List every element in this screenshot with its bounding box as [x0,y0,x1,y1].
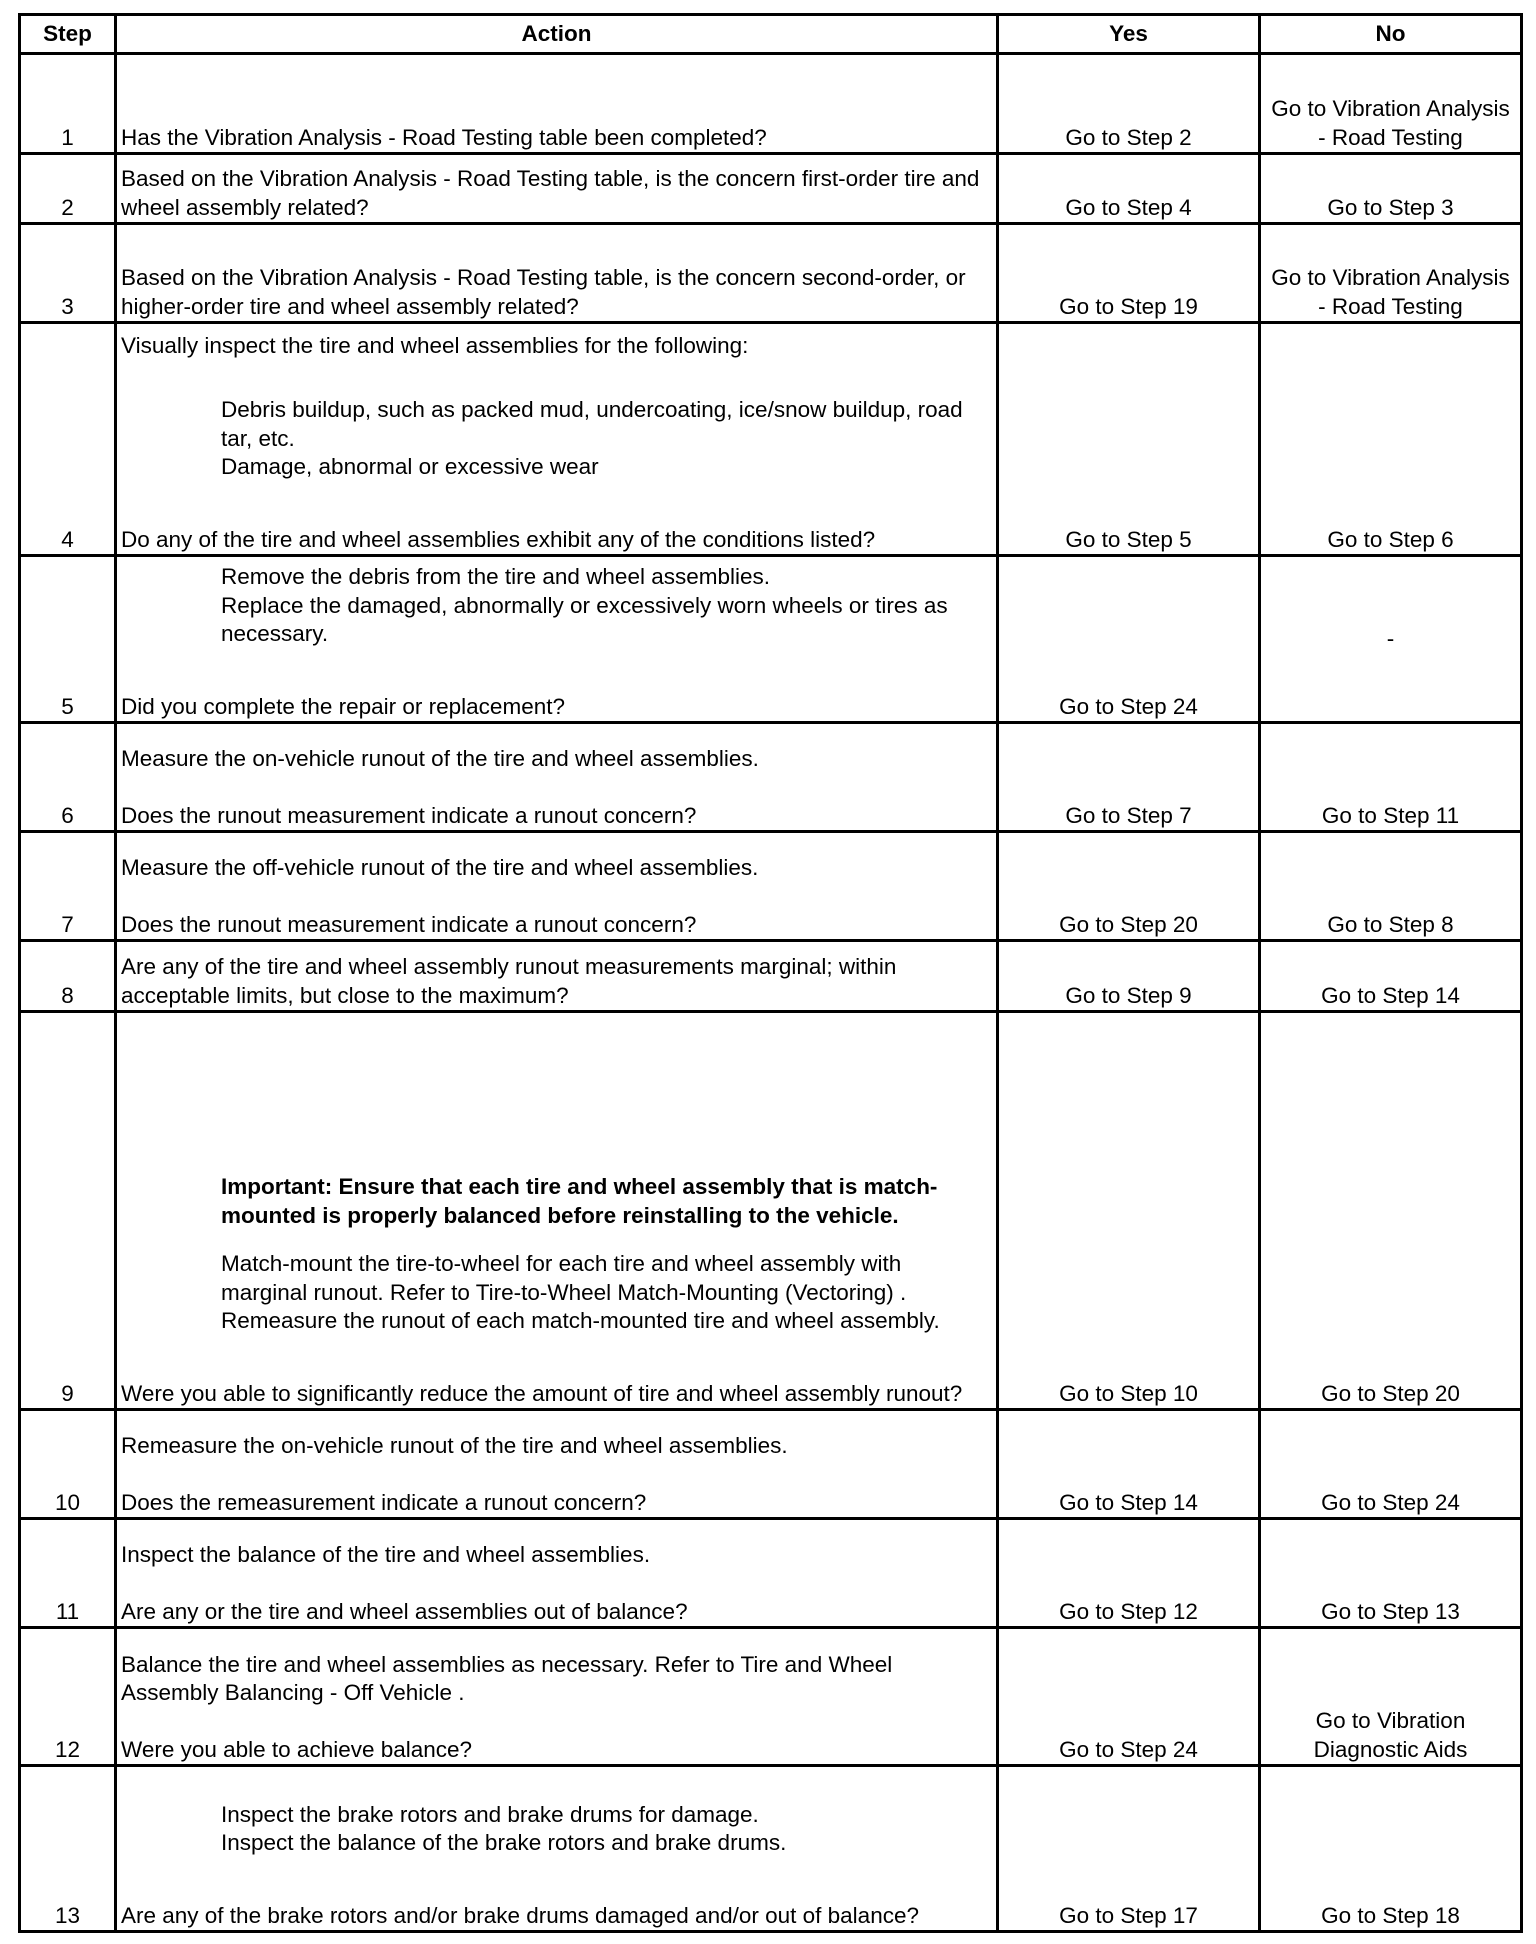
action-question: Does the remeasurement indicate a runout concern? [121,1489,647,1515]
no-outcome: Go to Step 6 [1260,323,1522,556]
no-outcome: Go to Step 24 [1260,1410,1522,1519]
action-cell [116,224,998,323]
yes-outcome: Go to Step 9 [998,941,1260,1012]
step-number: 1 [20,54,116,154]
action-question: Were you able to significantly reduce the amount of tire and wheel assembly runout? [121,1380,963,1406]
yes-outcome: Go to Step 24 [998,1628,1260,1766]
action-list-item: Match-mount the tire-to-wheel for each tire and wheel assembly with marginal runout. Refer to Tire-to-Wheel Match-Mounting (Vectoring) . [221,1251,907,1305]
yes-outcome: Go to Step 24 [998,556,1260,723]
no-outcome: Go to Step 8 [1260,832,1522,941]
no-outcome: Go to Step 11 [1260,723,1522,832]
action-intro: Balance the tire and wheel assemblies as necessary. Refer to Tire and Wheel Assembly Balancing - Off Vehicle . [121,1651,893,1705]
action-cell [116,723,998,832]
no-outcome: Go to Vibration Analysis - Road Testing [1260,54,1522,154]
yes-outcome: Go to Step 2 [998,54,1260,154]
action-cell [116,941,998,1012]
action-question: Has the Vibration Analysis - Road Testing table been completed? [121,124,767,150]
step-number: 5 [20,556,116,723]
action-question: Based on the Vibration Analysis - Road Testing table, is the concern second-order, or higher-order tire and wheel assembly related? [121,265,966,319]
table-row [20,154,1522,224]
no-outcome: Go to Step 14 [1260,941,1522,1012]
table-row [20,1766,1522,1932]
action-intro: Remeasure the on-vehicle runout of the tire and wheel assemblies. [121,1433,788,1458]
action-question: Does the runout measurement indicate a runout concern? [121,911,697,937]
action-cell [116,1766,998,1932]
step-number: 3 [20,224,116,323]
header-yes: Yes [998,15,1260,54]
diagnostic-table [18,13,1523,1933]
step-number: 2 [20,154,116,224]
yes-outcome: Go to Step 5 [998,323,1260,556]
table-row [20,1628,1522,1766]
header-action: Action [116,15,998,54]
step-number: 13 [20,1766,116,1932]
action-question: Are any of the tire and wheel assembly runout measurements marginal; within acceptable limits, but close to the maximum? [121,954,897,1008]
step-number: 12 [20,1628,116,1766]
no-outcome: Go to Vibration Diagnostic Aids [1260,1628,1522,1766]
step-number: 4 [20,323,116,556]
action-cell [116,1410,998,1519]
table-row [20,1519,1522,1628]
step-number: 7 [20,832,116,941]
table-row [20,723,1522,832]
action-cell [116,1519,998,1628]
no-outcome: Go to Step 20 [1260,1012,1522,1410]
yes-outcome: Go to Step 7 [998,723,1260,832]
table-row [20,323,1522,556]
action-cell [116,832,998,941]
table-row [20,556,1522,723]
header-row [20,15,1522,54]
action-list-item: Debris buildup, such as packed mud, undercoating, ice/snow buildup, road tar, etc. [221,397,963,451]
yes-outcome: Go to Step 12 [998,1519,1260,1628]
step-number: 10 [20,1410,116,1519]
yes-outcome: Go to Step 4 [998,154,1260,224]
action-intro: Measure the on-vehicle runout of the tire and wheel assemblies. [121,746,759,771]
action-cell [116,54,998,154]
action-question: Did you complete the repair or replacement? [121,693,565,719]
yes-outcome: Go to Step 14 [998,1410,1260,1519]
table-row [20,54,1522,154]
action-cell [116,1628,998,1766]
yes-outcome: Go to Step 17 [998,1766,1260,1932]
table-row [20,1012,1522,1410]
step-number: 11 [20,1519,116,1628]
step-number: 9 [20,1012,116,1410]
action-cell [116,1012,998,1410]
action-question: Do any of the tire and wheel assemblies exhibit any of the conditions listed? [121,526,876,552]
header-no: No [1260,15,1522,54]
table-row [20,941,1522,1012]
action-intro: Inspect the balance of the tire and wheel assemblies. [121,1542,651,1567]
yes-outcome: Go to Step 10 [998,1012,1260,1410]
action-intro: Visually inspect the tire and wheel assemblies for the following: [121,332,749,358]
no-outcome: Go to Vibration Analysis - Road Testing [1260,224,1522,323]
table-row [20,224,1522,323]
action-list-item: Damage, abnormal or excessive wear [221,454,599,479]
action-cell [116,154,998,224]
action-question: Were you able to achieve balance? [121,1736,473,1762]
action-question: Are any of the brake rotors and/or brake drums damaged and/or out of balance? [121,1902,919,1928]
yes-outcome: Go to Step 19 [998,224,1260,323]
action-list-item: Remeasure the runout of each match-mounted tire and wheel assembly. [221,1308,940,1333]
action-list-item: Replace the damaged, abnormally or excessively worn wheels or tires as necessary. [221,592,948,646]
action-question: Based on the Vibration Analysis - Road Testing table, is the concern first-order tire and wheel assembly related? [121,166,980,220]
action-cell [116,556,998,723]
no-outcome: Go to Step 13 [1260,1519,1522,1628]
yes-outcome: Go to Step 20 [998,832,1260,941]
action-list-item: Remove the debris from the tire and wheel assemblies. [221,564,771,589]
action-list-item: Inspect the balance of the brake rotors and brake drums. [221,1830,787,1855]
action-question: Does the runout measurement indicate a runout concern? [121,802,697,828]
action-intro: Measure the off-vehicle runout of the tire and wheel assemblies. [121,855,759,880]
action-list-item: Inspect the brake rotors and brake drums for damage. [221,1801,759,1827]
important-note: Important: Ensure that each tire and wheel assembly that is match-mounted is properly balanced before reinstalling to the vehicle. [221,1174,938,1228]
header-step: Step [20,15,116,54]
table-row [20,1410,1522,1519]
no-outcome: Go to Step 18 [1260,1766,1522,1932]
no-outcome: - [1260,556,1522,723]
no-outcome: Go to Step 3 [1260,154,1522,224]
table-row [20,832,1522,941]
action-cell [116,323,998,556]
step-number: 8 [20,941,116,1012]
action-question: Are any or the tire and wheel assemblies out of balance? [121,1598,688,1624]
step-number: 6 [20,723,116,832]
